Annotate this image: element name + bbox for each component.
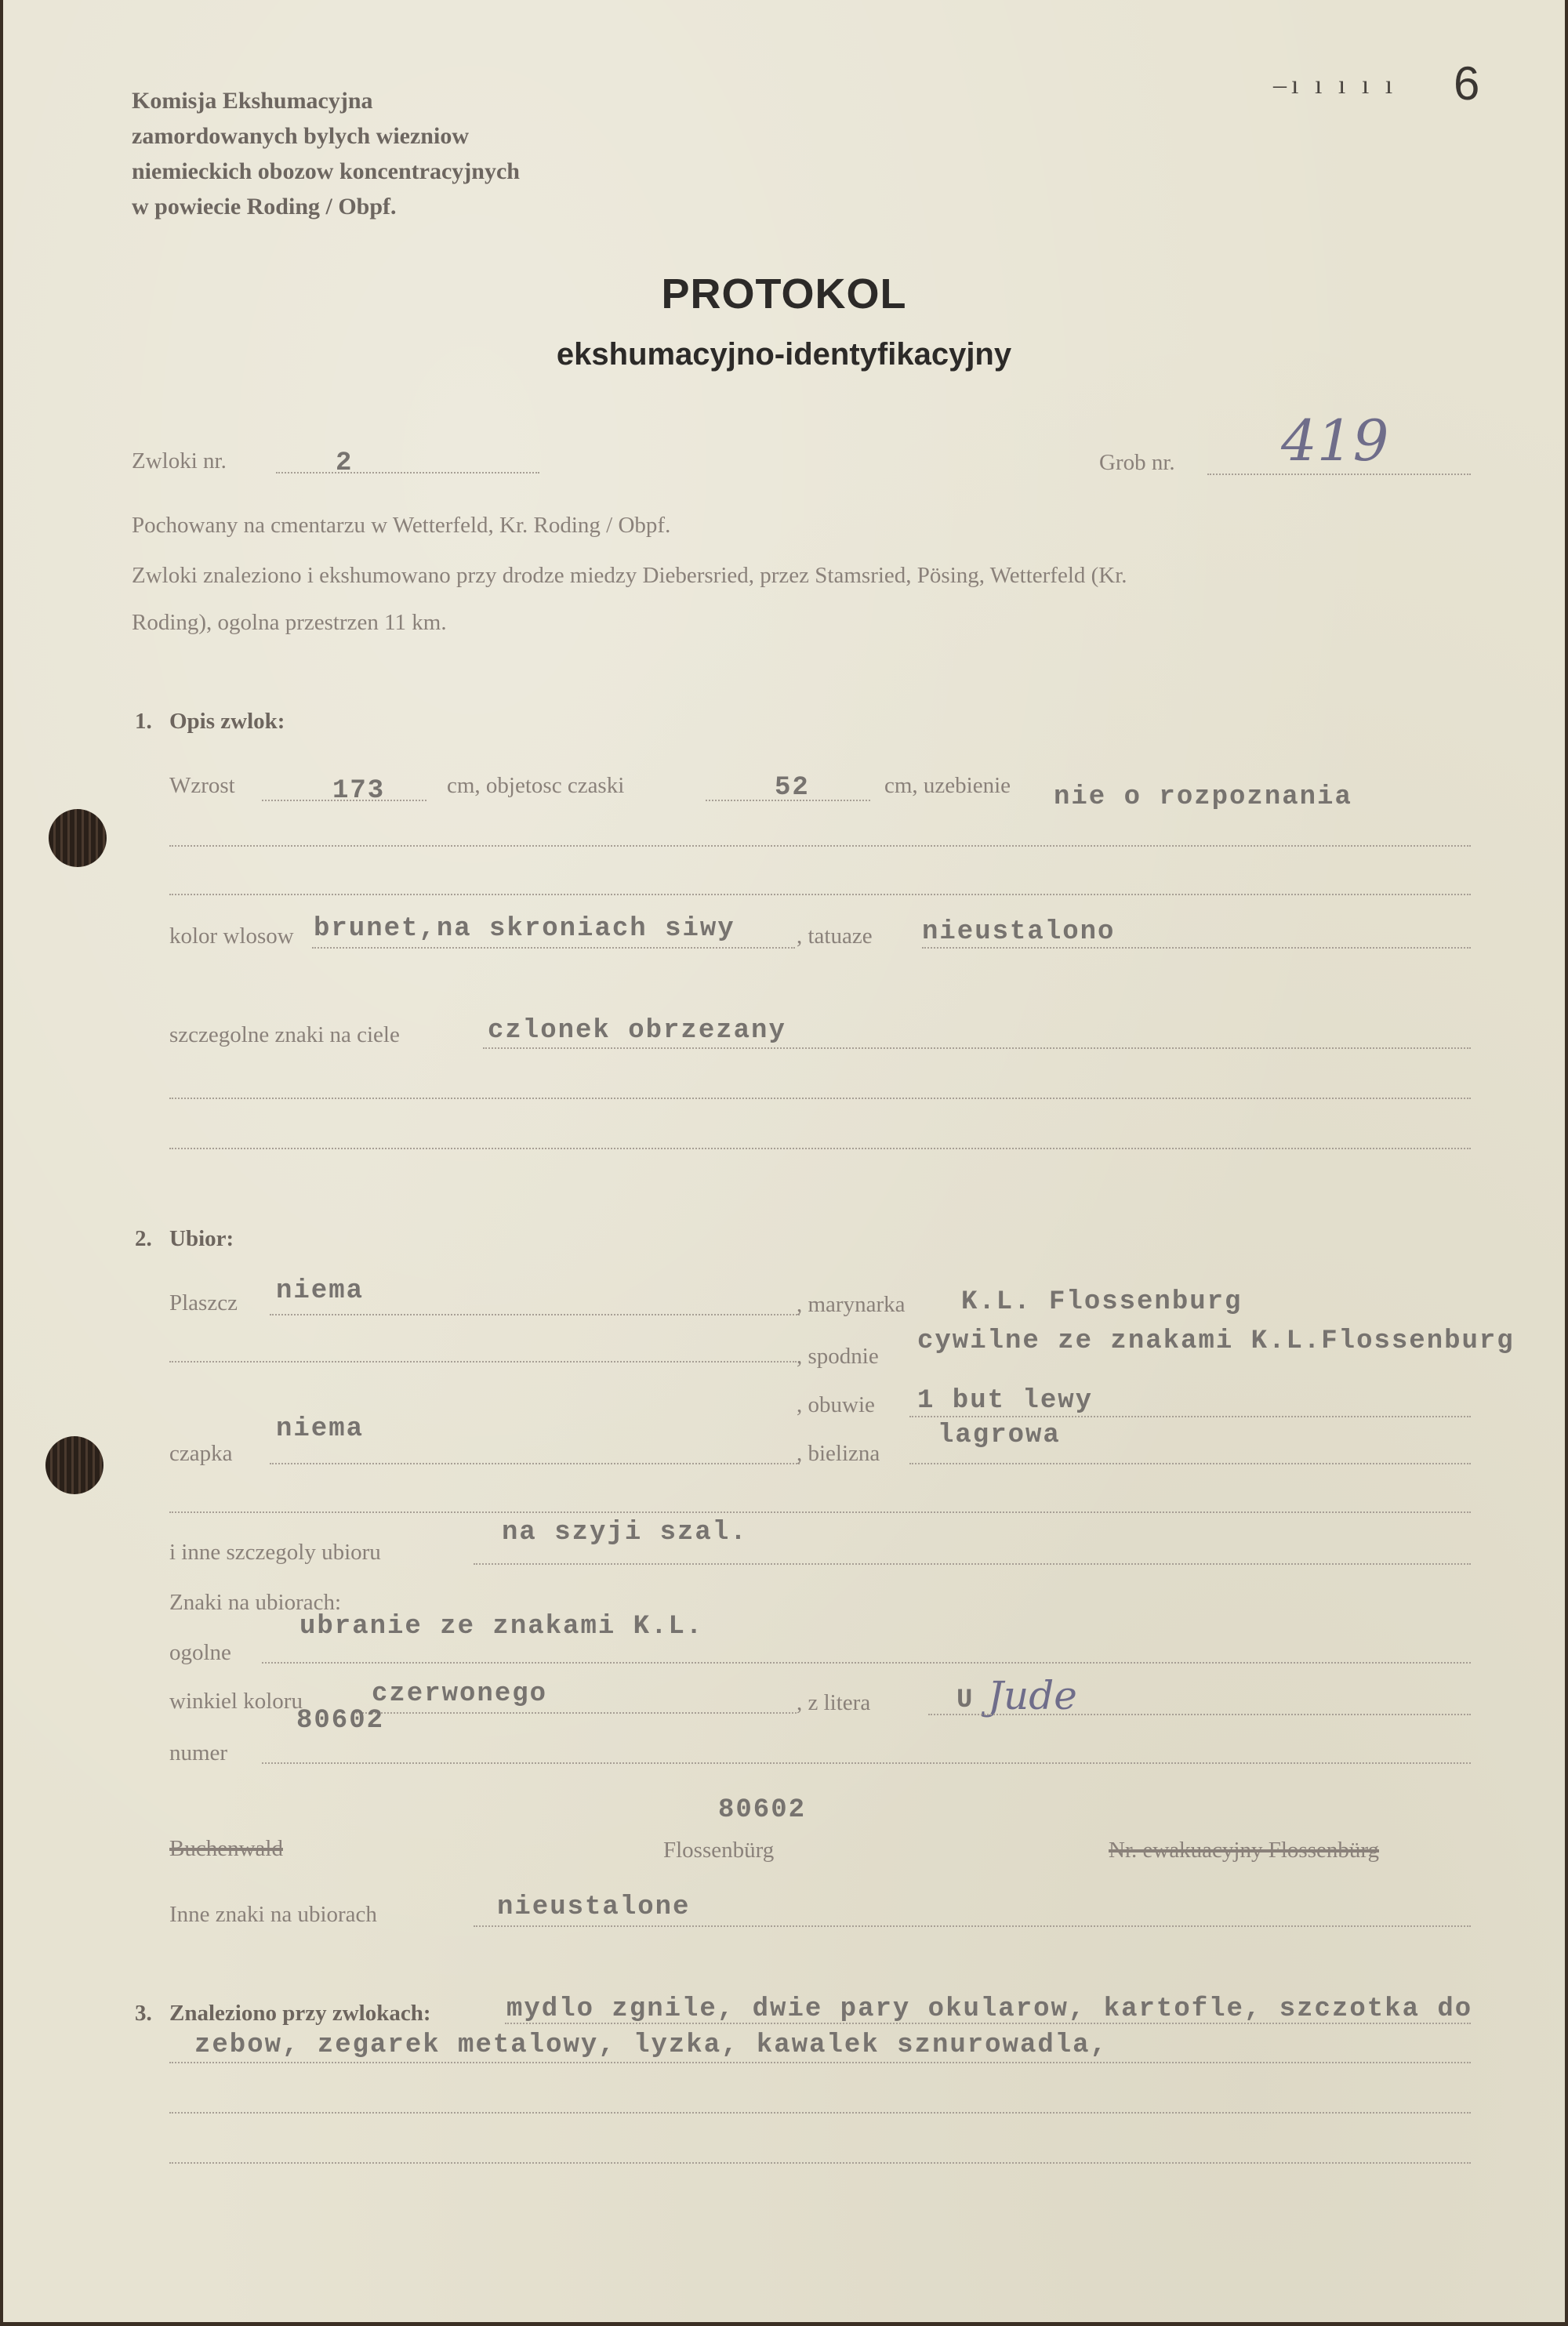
header-line-2: zamordowanych bylych wiezniow: [132, 123, 469, 149]
czapka-label: czapka: [169, 1441, 233, 1466]
grob-line: [1207, 474, 1471, 475]
marynarka-value: K.L. Flossenburg: [961, 1287, 1243, 1317]
obuwie-line: [909, 1416, 1471, 1417]
znaleziono-line-1: [505, 2023, 1471, 2024]
inne-znaki-line: [474, 1925, 1471, 1927]
znaki-line-2: [169, 1098, 1471, 1099]
spodnie-label: , spodnie: [797, 1344, 879, 1369]
numer-line: [262, 1762, 1471, 1764]
punch-hole-top: [49, 809, 107, 867]
inne-szczegoly-label: i inne szczegoly ubioru: [169, 1540, 381, 1565]
czapka-value: niema: [276, 1414, 365, 1444]
header-line-1: Komisja Ekshumacyjna: [132, 88, 373, 114]
document-title: PROTOKOL: [661, 270, 907, 318]
grob-value: 419: [1281, 408, 1389, 474]
winkiel-value: czerwonego: [372, 1679, 548, 1709]
obuwie-label: , obuwie: [797, 1392, 875, 1417]
section-1-heading: Opis zwlok:: [169, 709, 285, 734]
bielizna-label: , bielizna: [797, 1441, 880, 1466]
wzrost-label: Wzrost: [169, 773, 235, 798]
winkiel-line: [353, 1712, 797, 1714]
cm-objetosc-label: cm, objetosc czaski: [447, 773, 625, 798]
camp-evacuation-number: Nr. ewakuacyjny Flossenbürg: [1109, 1838, 1379, 1863]
znaki-line-3: [169, 1148, 1471, 1149]
plaszcz-label: Plaszcz: [169, 1290, 238, 1315]
inne-znaki-label: Inne znaki na ubiorach: [169, 1902, 377, 1927]
zwloki-value: 2: [336, 448, 354, 478]
cm-uzebienie-label: cm, uzebienie: [884, 773, 1011, 798]
kolor-value: brunet,na skroniach siwy: [314, 914, 735, 944]
kolor-line: [312, 947, 795, 949]
plaszcz-value: niema: [276, 1276, 365, 1306]
litera-label: , z litera: [797, 1690, 871, 1715]
header-line-4: w powiecie Roding / Obpf.: [132, 194, 397, 220]
section-2-number: 2.: [135, 1226, 152, 1251]
czaski-value: 52: [775, 773, 810, 803]
bielizna-value: lagrowa: [938, 1421, 1061, 1450]
ogolne-line: [262, 1662, 1471, 1664]
znaleziono-line-2: [169, 2062, 1471, 2063]
zwloki-label: Zwloki nr.: [132, 448, 227, 474]
opis-line-2: [169, 894, 1471, 895]
litera-line: [928, 1714, 1471, 1715]
plaszcz-line: [270, 1314, 800, 1315]
marynarka-label: , marynarka: [797, 1292, 906, 1317]
tatuaze-line: [922, 947, 1471, 949]
document-subtitle: ekshumacyjno-identyfikacyjny: [556, 337, 1012, 372]
spodnie-value: cywilne ze znakami K.L.Flossenburg: [917, 1326, 1515, 1356]
znaleziono-line-1: Zwloki znaleziono i ekshumowano przy drodze miedzy Diebersried, przez Stamsried, Pösing, Wetterfeld (Kr.: [132, 563, 1127, 588]
litera-handwritten: Jude: [988, 1673, 1077, 1718]
ubior-line-1: [169, 1511, 1471, 1513]
ogolne-label: ogolne: [169, 1640, 231, 1665]
obuwie-value: 1 but lewy: [917, 1386, 1094, 1416]
bielizna-line: [909, 1463, 1471, 1464]
grob-label: Grob nr.: [1099, 450, 1175, 475]
tatuaze-value: nieustalono: [922, 917, 1116, 947]
wzrost-value: 173: [332, 776, 386, 806]
znaleziono-value-line-1: mydlo zgnile, dwie pary okularow, kartofle, szczotka do: [506, 1994, 1473, 2024]
section-2-heading: Ubior:: [169, 1226, 234, 1251]
znaleziono-line-4: [169, 2162, 1471, 2164]
plaszcz-line-2: [169, 1361, 797, 1363]
znaki-cialo-value: czlonek obrzezany: [488, 1016, 786, 1046]
section-1-number: 1.: [135, 709, 152, 734]
section-3-number: 3.: [135, 2001, 152, 2026]
flossenburg-number: 80602: [718, 1795, 807, 1825]
znaleziono-line-3: [169, 2112, 1471, 2114]
inne-szczegoly-line: [474, 1563, 1471, 1565]
tatuaze-label: , tatuaze: [797, 924, 873, 949]
page-number: 6: [1454, 57, 1480, 110]
inne-znaki-value: nieustalone: [497, 1892, 691, 1922]
header-line-3: niemieckich obozow koncentracyjnych: [132, 158, 520, 184]
znaleziono-line-2: Roding), ogolna przestrzen 11 km.: [132, 610, 447, 635]
camp-buchenwald: Buchenwald: [169, 1836, 283, 1861]
section-3-heading: Znaleziono przy zwlokach:: [169, 2001, 431, 2026]
kolor-label: kolor wlosow: [169, 924, 294, 949]
zwloki-line: [276, 472, 539, 474]
opis-line-1: [169, 845, 1471, 847]
numer-label: numer: [169, 1740, 228, 1765]
document-page: [3, 0, 1565, 2322]
uzebienie-value: nie o rozpoznania: [1054, 782, 1352, 812]
numer-value: 80602: [296, 1706, 385, 1736]
ogolne-value: ubranie ze znakami K.L.: [299, 1612, 704, 1642]
znaki-cialo-label: szczegolne znaki na ciele: [169, 1022, 400, 1047]
znaki-cialo-line: [483, 1047, 1471, 1049]
punch-hole-bottom: [45, 1436, 103, 1494]
inne-szczegoly-value: na szyji szal.: [502, 1518, 748, 1548]
litera-value: U: [956, 1686, 975, 1715]
znaki-ubiorach-heading: Znaki na ubiorach:: [169, 1590, 342, 1615]
camp-flossenburg: Flossenbürg: [663, 1838, 775, 1863]
znaleziono-value-line-2: zebow, zegarek metalowy, lyzka, kawalek sznurowadla,: [194, 2030, 1108, 2060]
czapka-line: [270, 1463, 800, 1464]
pochowany-text: Pochowany na cmentarzu w Wetterfeld, Kr. Roding / Obpf.: [132, 513, 671, 538]
winkiel-label: winkiel koloru: [169, 1689, 303, 1714]
stamp-marks: –ı ı ı ı ı: [1273, 71, 1398, 100]
